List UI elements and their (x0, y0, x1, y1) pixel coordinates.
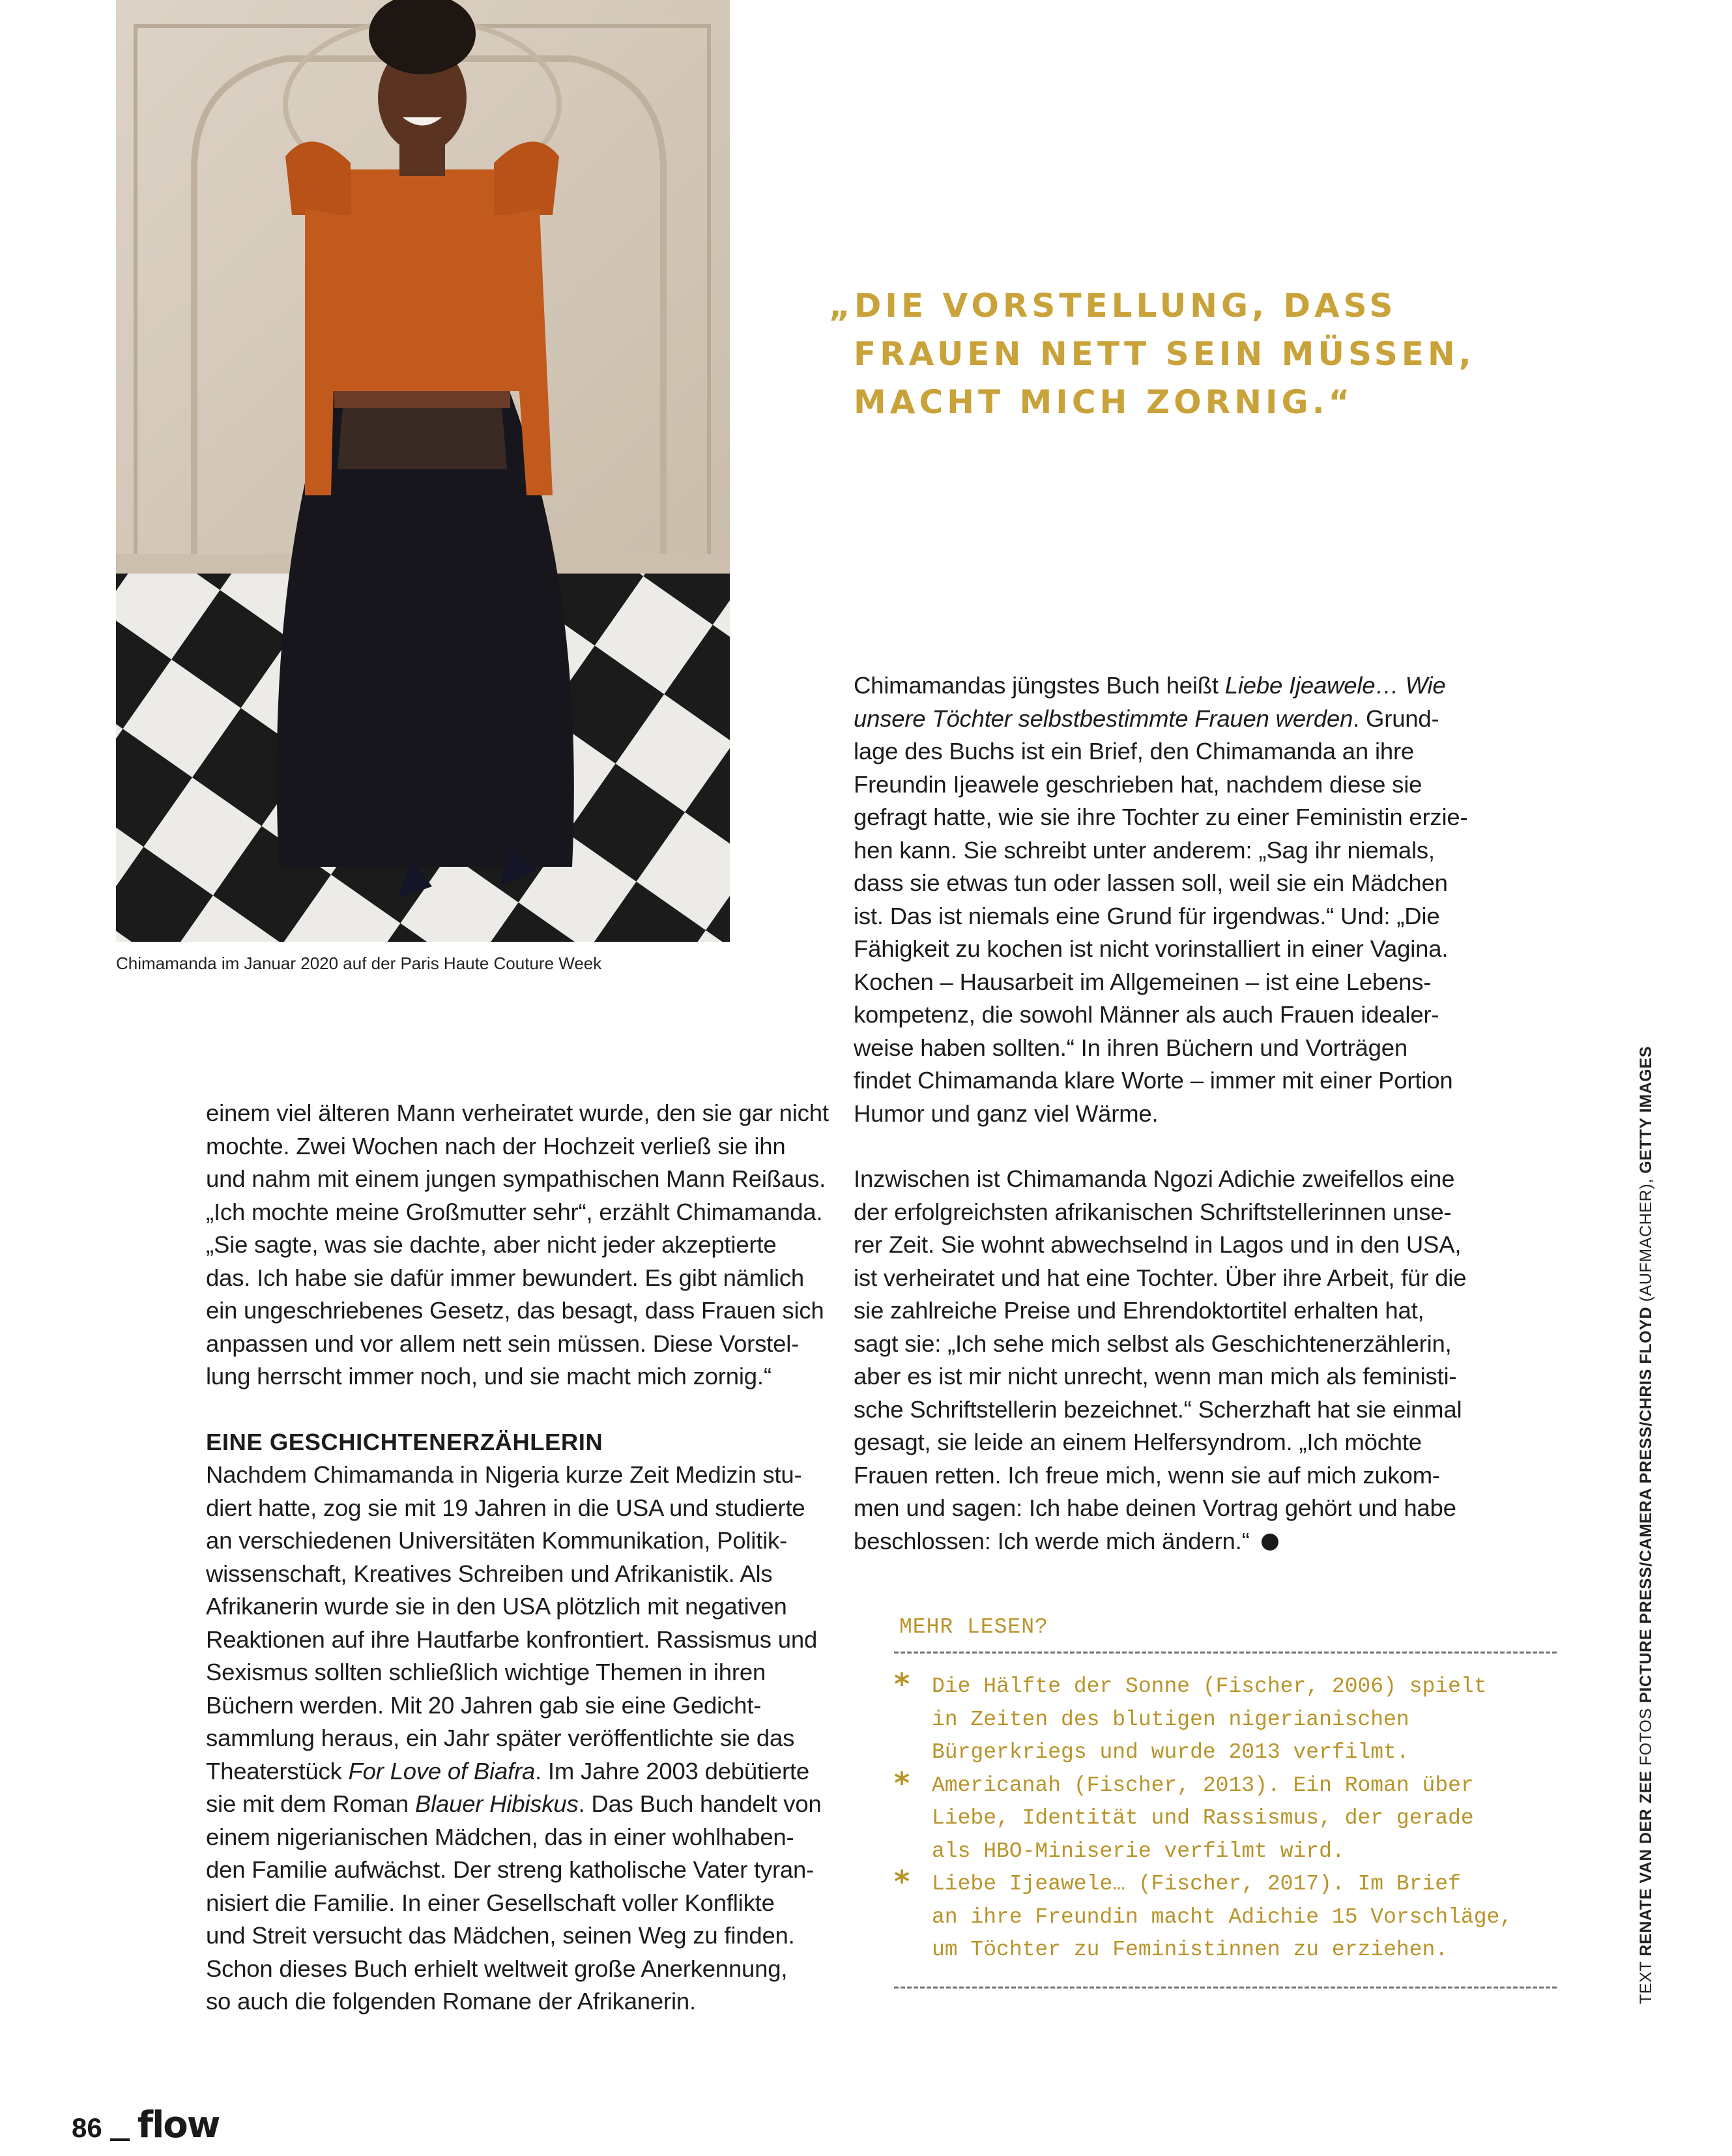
text-line: anpassen und vor allem nett sein müssen. Diese Vorstel- (206, 1330, 800, 1357)
text-line: kompetenz, die sowohl Männer als auch Frauen idealer- (854, 1001, 1439, 1028)
page-folio (72, 2104, 219, 2146)
page-number: 86 (72, 2112, 102, 2143)
text-line: einem viel älteren Mann verheiratet wurde, den sie gar nicht (206, 1100, 829, 1126)
text-run: beschlossen: Ich werde mich ändern.“ (854, 1527, 1250, 1554)
end-mark-icon (1262, 1534, 1278, 1551)
text-line: Sexismus sollten schließlich wichtige Themen in ihren (206, 1659, 766, 1685)
article-photo (116, 0, 730, 942)
text-run: . Im Jahre 2003 debütierte (535, 1757, 809, 1785)
text-line: ist verheiratet und hat eine Tochter. Über ihre Arbeit, für die (854, 1264, 1467, 1291)
text-line: sie zahlreiche Preise und Ehrendoktortitel erhalten hat, (854, 1297, 1424, 1324)
text-line: „Ich mochte meine Großmutter sehr“, erzählt Chimamanda. (206, 1198, 823, 1225)
folio-separator (110, 2138, 130, 2141)
asterisk-icon: * (894, 1667, 910, 1702)
text-line: findet Chimamanda klare Worte – immer mit einer Portion (854, 1067, 1453, 1094)
text-line (854, 669, 1473, 703)
text-line: Reaktionen auf ihre Hautfarbe konfrontiert. Rassismus und (206, 1625, 818, 1653)
right-text-column (854, 669, 1473, 1558)
text-run: . Grund- (1353, 705, 1439, 732)
pull-quote-line: MACHT MICH ZORNIG.“ (854, 383, 1354, 421)
text-line (854, 1525, 1473, 1558)
book-title: unsere Töchter selbstbestimmte Frauen werden (854, 705, 1353, 732)
text-line: ein ungeschriebenes Gesetz, das besagt, dass Frauen sich (206, 1297, 824, 1324)
pull-quote (829, 282, 1494, 426)
right-paragraph-2 (854, 1163, 1473, 1558)
text-line: nisiert die Familie. In einer Gesellschaft voller Konflikte (206, 1889, 775, 1916)
text-line: dass sie etwas tun oder lassen soll, weil sie ein Mädchen (854, 869, 1448, 896)
text-line: Schon dieses Buch erhielt weltweit große Anerkennung, (206, 1955, 788, 1982)
text-line: Humor und ganz viel Wärme. (854, 1100, 1159, 1127)
text-line: um Töchter zu Feministinnen zu erziehen. (932, 1938, 1449, 1962)
paragraph-gap (854, 1130, 1473, 1163)
text-line: „Sie sagte, was sie dachte, aber nicht jeder akzeptierte (206, 1231, 777, 1258)
text-line: und Streit versucht das Mädchen, seinen Weg zu finden. (206, 1922, 795, 1949)
text-line: wissenschaft, Kreatives Schreiben und Afrikanistik. Als (206, 1560, 773, 1587)
text-line: weise haben sollten.“ In ihren Büchern und Vorträgen (854, 1034, 1407, 1061)
text-line: men und sagen: Ich habe deinen Vortrag gehört und habe (854, 1494, 1456, 1521)
text-line: diert hatte, zog sie mit 19 Jahren in die USA und studierte (206, 1494, 805, 1521)
text-line: als HBO-Miniserie verfilmt wird. (932, 1839, 1345, 1863)
text-line: sammlung heraus, ein Jahr später veröffentlichte sie das (206, 1725, 795, 1751)
credit-agency: PICTURE PRESS/CAMERA PRESS/CHRIS FLOYD (1637, 1306, 1655, 1703)
text-line: Inzwischen ist Chimamanda Ngozi Adichie zweifellos eine (854, 1165, 1455, 1192)
dashed-divider (894, 1652, 1559, 1653)
text-line: gefragt hatte, wie sie ihre Tochter zu einer Feministin erzie- (854, 804, 1468, 830)
text-line (854, 703, 1473, 736)
asterisk-icon: * (894, 1765, 910, 1801)
text-line: an verschiedenen Universitäten Kommunikation, Politik- (206, 1527, 788, 1554)
reading-list (894, 1667, 1559, 1967)
text-line: aber es ist mir nicht unrecht, wenn man mich als feministi- (854, 1363, 1457, 1390)
pull-quote-line: FRAUEN NETT SEIN MÜSSEN, (854, 335, 1475, 373)
text-line: lage des Buchs ist ein Brief, den Chimamanda an ihre (854, 738, 1415, 765)
text-run: Chimamandas jüngstes Buch heißt (854, 672, 1225, 699)
book-title: Liebe Ijeawele… Wie (1224, 672, 1446, 699)
reading-list-item (894, 1765, 1559, 1869)
credit-agency: GETTY IMAGES (1637, 1046, 1655, 1174)
credit-label: TEXT (1637, 1956, 1655, 2004)
text-line: Afrikanerin wurde sie in den USA plötzlich mit negativen (206, 1593, 787, 1620)
text-line: mochte. Zwei Wochen nach der Hochzeit verließ sie ihn (206, 1132, 786, 1159)
dashed-divider (894, 1987, 1559, 1988)
text-line: Americanah (Fischer, 2013). Ein Roman über (932, 1773, 1474, 1798)
text-line: Liebe, Identität und Rassismus, der gerade (932, 1806, 1474, 1830)
text-line: Liebe Ijeawele… (Fischer, 2017). Im Brief (932, 1872, 1461, 1896)
reading-list-box (894, 1615, 1559, 1988)
asterisk-icon: * (894, 1864, 910, 1899)
section-subheading: EINE GESCHICHTENERZÄHLERIN (206, 1428, 603, 1455)
text-line: der erfolgreichsten afrikanischen Schriftstellerinnen unse- (854, 1198, 1452, 1225)
text-line: Nachdem Chimamanda in Nigeria kurze Zeit Medizin stu- (206, 1461, 802, 1488)
photo-illustration (116, 0, 730, 942)
credit-note: (AUFMACHER), (1637, 1173, 1655, 1307)
left-paragraph-1 (206, 1097, 829, 1393)
text-line: Die Hälfte der Sonne (Fischer, 2006) spielt (932, 1674, 1487, 1698)
text-line: in Zeiten des blutigen nigerianischen (932, 1707, 1409, 1732)
text-line (206, 1788, 825, 1821)
text-line: sagt sie: „Ich sehe mich selbst als Geschichtenerzählerin, (854, 1330, 1452, 1357)
text-line: gesagt, sie leide an einem Helfersyndrom. „Ich möchte (854, 1429, 1422, 1455)
text-line: sche Schriftstellerin bezeichnet.“ Scherzhaft hat sie einmal (854, 1395, 1462, 1423)
text-line: den Familie aufwächst. Der streng katholische Vater tyran- (206, 1856, 815, 1883)
text-line: Büchern werden. Mit 20 Jahren gab sie eine Gedicht- (206, 1691, 762, 1719)
credit-author: RENATE VAN DER ZEE (1637, 1770, 1655, 1957)
text-line: rer Zeit. Sie wohnt abwechselnd in Lagos und in den USA, (854, 1231, 1462, 1258)
photo-credits (1637, 1046, 1656, 2004)
text-run: . Das Buch handelt von (578, 1790, 822, 1817)
text-line: Fähigkeit zu kochen ist nicht vorinstalliert in einer Vagina. (854, 935, 1449, 962)
text-line: Freundin Ijeawele geschrieben hat, nachdem diese sie (854, 770, 1422, 798)
text-line: Frauen retten. Ich freue mich, wenn sie auf mich zukom- (854, 1461, 1440, 1489)
text-run: sie mit dem Roman (206, 1790, 415, 1817)
text-line: und nahm mit einem jungen sympathischen Mann Reißaus. (206, 1165, 826, 1192)
book-title: For Love of Biafra (348, 1757, 536, 1785)
reading-list-title: MEHR LESEN? (899, 1615, 1048, 1639)
credit-label: FOTOS (1637, 1702, 1655, 1771)
reading-list-item (894, 1667, 1559, 1770)
left-paragraph-2 (206, 1426, 825, 2018)
text-line: an ihre Freundin macht Adichie 15 Vorschläge, (932, 1904, 1513, 1929)
book-title: Blauer Hibiskus (414, 1790, 579, 1817)
photo-caption: Chimamanda im Januar 2020 auf der Paris Haute Couture Week (116, 954, 602, 973)
text-line (206, 1755, 825, 1788)
pull-quote-line: „DIE VORSTELLUNG, DASS (829, 287, 1397, 325)
text-line: ist. Das ist niemals eine Grund für irgendwas.“ Und: „Die (854, 902, 1440, 929)
text-line: einem nigerianischen Mädchen, das in einer wohlhaben- (206, 1823, 794, 1850)
paragraph-gap (206, 1393, 825, 1426)
text-line: das. Ich habe sie dafür immer bewundert. Es gibt nämlich (206, 1264, 804, 1291)
text-line: lung herrscht immer noch, und sie macht mich zornig.“ (206, 1363, 772, 1390)
left-text-column (206, 1097, 829, 2018)
text-run: Theaterstück (206, 1757, 349, 1785)
magazine-logo: flow (137, 2104, 220, 2146)
text-line: Bürgerkriegs und wurde 2013 verfilmt. (932, 1740, 1409, 1764)
reading-list-item (894, 1864, 1559, 1967)
text-line: so auch die folgenden Romane der Afrikanerin. (206, 1988, 696, 2015)
text-line: hen kann. Sie schreibt unter anderem: „Sag ihr niemals, (854, 836, 1435, 864)
right-paragraph-1 (854, 669, 1473, 1130)
text-line: Kochen – Hausarbeit im Allgemeinen – ist eine Lebens- (854, 968, 1432, 995)
